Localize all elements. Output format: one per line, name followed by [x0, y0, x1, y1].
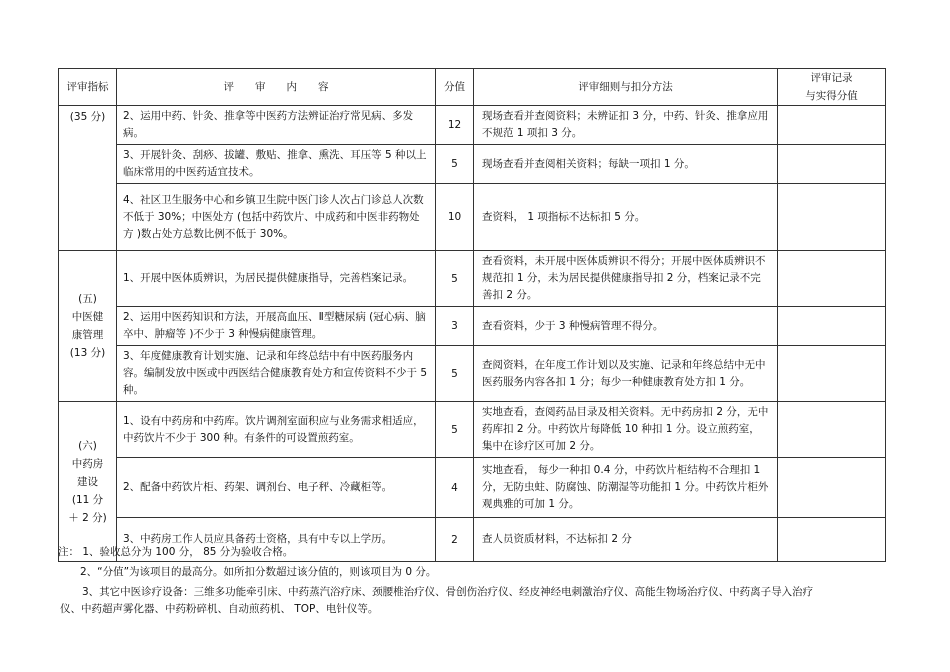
category-line: (11 分	[71, 493, 104, 506]
detail-cell: 查看资料，少于 3 种慢病管理不得分。	[474, 307, 778, 346]
category-line: (五)	[78, 293, 97, 305]
detail-cell: 现场查看并查阅相关资料；每缺一项扣 1 分。	[474, 145, 778, 184]
category-cell	[59, 106, 117, 251]
content-cell: 3、年度健康教育计划实施、记录和年终总结中有中医药服务内容。编制发放中医或中西医结合健康教育处方和宣传资料不少于 5 种。	[117, 346, 436, 402]
record-cell[interactable]	[778, 184, 886, 251]
table-row	[59, 346, 886, 402]
content-cell: 2、运用中药、针灸、推拿等中医药方法辨证治疗常见病、多发病。	[117, 106, 436, 145]
content-cell: 3、中药房工作人员应具备药士资格，具有中专以上学历。	[117, 518, 436, 562]
detail-cell: 查阅资料，在年度工作计划以及实施、记录和年终总结中无中医药服务内容各扣 1 分；每少一种健康教育处方扣 1 分。	[474, 346, 778, 402]
evaluation-table	[58, 68, 886, 562]
record-cell[interactable]	[778, 106, 886, 145]
content-cell: 1、设有中药房和中药库。饮片调剂室面积应与业务需求相适应， 中药饮片不少于 300 种。有条件的可设置煎药室。	[117, 402, 436, 458]
detail-cell: 查资料， 1 项指标不达标扣 5 分。	[474, 184, 778, 251]
score-cell: 10	[436, 184, 474, 251]
header-content: 评 审 内 容	[117, 69, 436, 106]
record-cell[interactable]	[778, 145, 886, 184]
score-cell: 5	[436, 145, 474, 184]
score-cell: 5	[436, 251, 474, 307]
table-row	[59, 145, 886, 184]
category-line: (六)	[78, 439, 97, 452]
content-cell: 3、开展针灸、刮痧、拔罐、敷贴、推拿、熏洗、耳压等 5 种以上临床常用的中医药适宜技术。	[117, 145, 436, 184]
note-2: 2、“分值”为该项目的最高分。如所扣分数超过该分值的，则该项目为 0 分。	[80, 566, 437, 578]
header-record-line1: 评审记录	[810, 72, 853, 84]
score-cell: 5	[436, 402, 474, 458]
table-row	[59, 402, 886, 458]
category-cell	[59, 251, 117, 402]
table-row	[59, 307, 886, 346]
record-cell[interactable]	[778, 346, 886, 402]
table-row	[59, 184, 886, 251]
category-line: (35 分)	[69, 111, 106, 123]
detail-cell: 实地查看，查阅药品目录及相关资料。无中药房扣 2 分，无中药库扣 2 分。中药饮片每降低 10 种扣 1 分。设立煎药室，集中在诊疗区可加 2 分。	[474, 402, 778, 458]
detail-cell: 实地查看， 每少一种扣 0.4 分，中药饮片柜结构不合理扣 1 分，无防虫蛀、防腐蚀、防潮湿等功能扣 1 分。中药饮片柜外观典雅的可加 1 分。	[474, 458, 778, 518]
score-cell: 5	[436, 346, 474, 402]
detail-cell: 查人员资质材料，不达标扣 2 分	[474, 518, 778, 562]
record-cell[interactable]	[778, 251, 886, 307]
record-cell[interactable]	[778, 307, 886, 346]
table-row	[59, 458, 886, 518]
category-line: 建设	[77, 475, 98, 488]
score-cell: 2	[436, 518, 474, 562]
score-cell: 12	[436, 106, 474, 145]
record-cell[interactable]	[778, 402, 886, 458]
record-cell[interactable]	[778, 458, 886, 518]
note-1: 注： 1、验收总分为 100 分， 85 分为验收合格。	[58, 546, 294, 558]
content-cell: 1、开展中医体质辨识，为居民提供健康指导，完善档案记录。	[117, 251, 436, 307]
header-indicator: 评审指标	[59, 69, 117, 106]
score-cell: 4	[436, 458, 474, 518]
content-cell: 2、配备中药饮片柜、药架、调剂台、电子秤、冷藏柜等。	[117, 458, 436, 518]
header-record-line2: 与实得分值	[805, 90, 858, 102]
content-cell: 4、社区卫生服务中心和乡镇卫生院中医门诊人次占门诊总人次数不低于 30%；中医处方 (包括中药饮片、中成药和中医非药物处方 )数占处方总数比例不低于 30%。	[117, 184, 436, 251]
category-line: 康管理	[71, 329, 104, 341]
table-row	[59, 106, 886, 145]
category-line: (13 分)	[69, 347, 106, 359]
header-detail: 评审细则与扣分方法	[474, 69, 778, 106]
category-cell	[59, 402, 117, 562]
category-line: 中医健	[71, 311, 104, 323]
category-line: ＋ 2 分)	[68, 511, 107, 524]
table-row	[59, 251, 886, 307]
detail-cell: 现场查看并查阅资料；未辨证扣 3 分，中药、针灸、推拿应用不规范 1 项扣 3 分。	[474, 106, 778, 145]
content-cell: 2、运用中医药知识和方法，开展高血压、Ⅱ型糖尿病 (冠心病、脑卒中、肿瘤等 )不少于 3 种慢病健康管理。	[117, 307, 436, 346]
header-record	[778, 69, 886, 106]
header-score: 分值	[436, 69, 474, 106]
header-row	[59, 69, 886, 106]
note-3: 3、其它中医诊疗设备：三维多功能牵引床、中药蒸汽浴疗床、颈腰椎治疗仪、骨创伤治疗仪、经皮神经电刺激治疗仪、高能生物场治疗仪、中药离子导入治疗仪、中药超声雾化器、中药粉碎机、自动煎药机、 TOP、电针仪等。	[60, 586, 814, 615]
category-line: 中药房	[71, 457, 104, 470]
score-cell: 3	[436, 307, 474, 346]
detail-cell: 查看资料，未开展中医体质辨识不得分；开展中医体质辨识不规范扣 1 分，未为居民提供健康指导扣 2 分，档案记录不完善扣 2 分。	[474, 251, 778, 307]
